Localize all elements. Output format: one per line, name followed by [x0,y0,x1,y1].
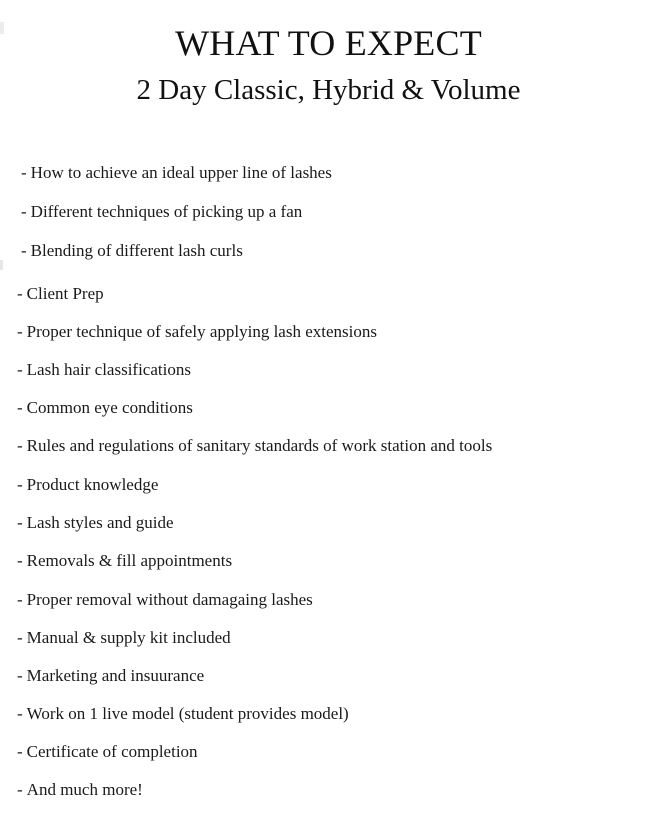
list-item-text: Different techniques of picking up a fan [30,202,303,221]
list-bullet: - [17,398,23,417]
list-item [17,665,204,687]
list-item-text: Manual & supply kit included [26,628,231,647]
list-item [21,240,243,262]
list-bullet: - [17,284,23,303]
list-item [21,201,302,223]
list-item [17,512,174,534]
list-item [17,283,104,305]
list-item [17,359,191,381]
list-item [17,397,193,419]
list-bullet: - [17,475,23,494]
list-item [17,627,231,649]
list-bullet: - [17,513,23,532]
list-bullet: - [17,360,23,379]
list-bullet: - [21,202,27,221]
list-bullet: - [17,780,23,799]
list-item-text: Lash hair classifications [26,360,191,379]
list-bullet: - [21,163,27,182]
list-item-text: And much more! [26,780,143,799]
list-bullet: - [17,666,23,685]
list-item-text: Marketing and insuurance [26,666,205,685]
list-item-text: Product knowledge [26,475,159,494]
list-bullet: - [17,742,23,761]
page-title: WHAT TO EXPECT [175,23,482,63]
list-item [21,162,332,184]
list-item-text: Lash styles and guide [26,513,174,532]
list-item-text: Blending of different lash curls [30,241,243,260]
list-item-text: Client Prep [26,284,104,303]
list-bullet: - [17,628,23,647]
list-item [17,550,232,572]
list-item [17,779,143,801]
list-bullet: - [17,322,23,341]
list-item-text: Proper technique of safely applying lash extensions [26,322,377,341]
page-subtitle: 2 Day Classic, Hybrid & Volume [136,74,521,106]
list-bullet: - [21,241,27,260]
list-item-text: Work on 1 live model (student provides model) [26,704,349,723]
list-item [17,474,158,496]
list-item [17,703,349,725]
list-item [17,589,313,611]
list-item [17,321,377,343]
list-bullet: - [17,590,23,609]
list-item-text: Certificate of completion [26,742,198,761]
list-item-text: Common eye conditions [26,398,193,417]
list-bullet: - [17,551,23,570]
list-item-text: Removals & fill appointments [26,551,233,570]
list-item-text: Proper removal without damagaing lashes [26,590,313,609]
list-item-text: Rules and regulations of sanitary standards of work station and tools [26,436,493,455]
list-item [17,435,492,457]
list-item [17,741,198,763]
list-bullet: - [17,436,23,455]
list-item-text: How to achieve an ideal upper line of lashes [30,163,332,182]
list-bullet: - [17,704,23,723]
